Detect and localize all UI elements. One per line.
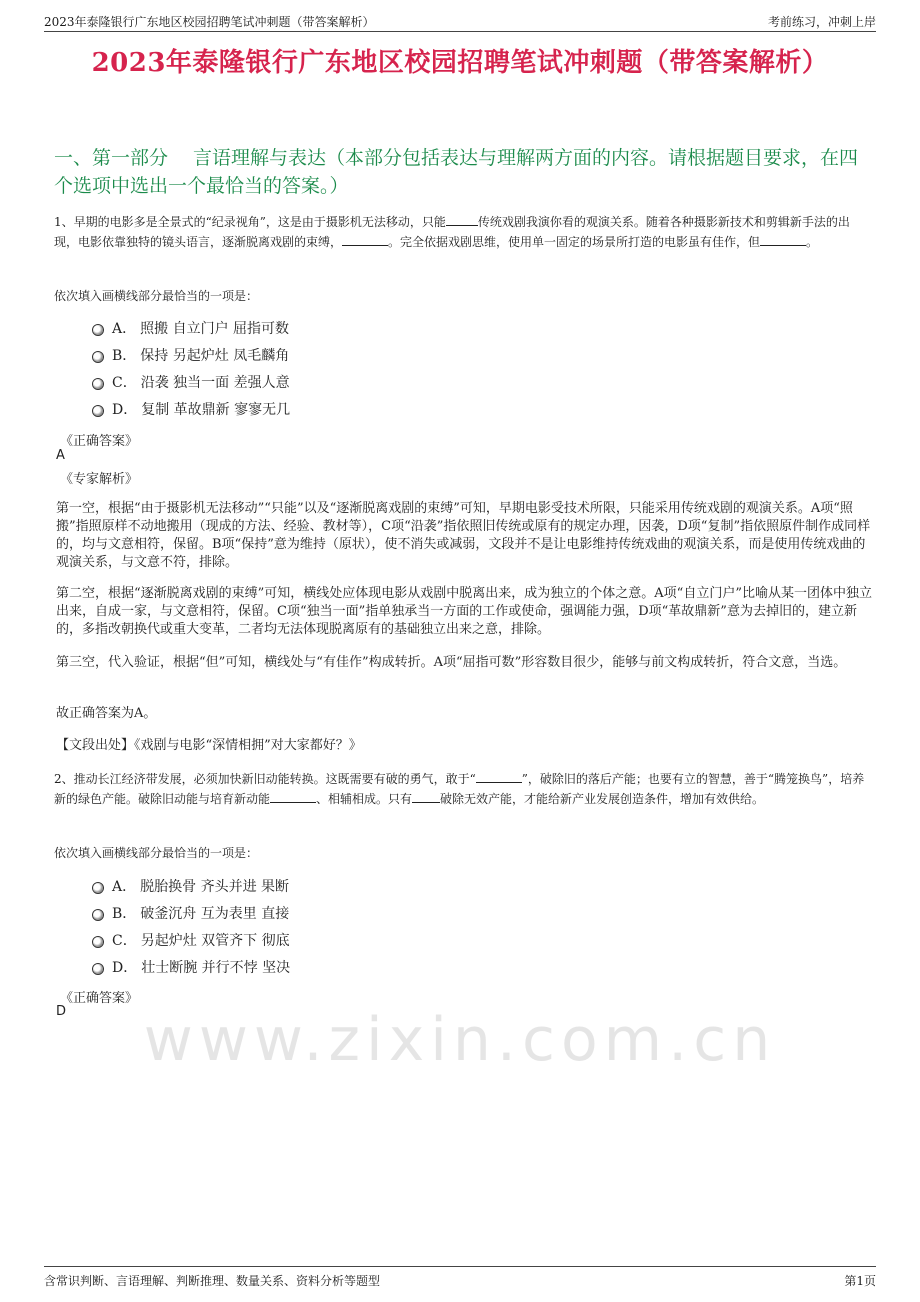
q2-option-b[interactable]: B． 破釜沉舟 互为表里 直接 xyxy=(92,899,290,926)
header-slogan: 考前练习，冲刺上岸 xyxy=(767,15,876,29)
q1-answer-value: A xyxy=(56,448,65,463)
radio-icon[interactable] xyxy=(92,909,104,921)
q1-source: 【文段出处】《戏剧与电影“深情相拥”对大家都好？》 xyxy=(56,738,362,753)
q2-text-part4: 破除无效产能，才能给新产业发展创造条件，增加有效供给。 xyxy=(440,792,765,806)
q2-option-d[interactable]: D． 壮士断腕 并行不悖 坚决 xyxy=(92,953,290,980)
q2-blank-3 xyxy=(412,790,440,803)
q1-analysis-paragraph-1: 第一空，根据“由于摄影机无法移动”“只能”以及“逐渐脱离戏剧的束缚”可知，早期电影受技术所限，只能采用传统戏剧的观演关系。A项“照搬”指照原样不动地搬用（现成的方法、经验、教材等），C项“沿袭”指依照旧传统或原有的规定办理，因袭，D项“复制”指依照原件制作成同样的，均与文意相符，保留。B项“保持”意为维持（原状），使不消失或减弱，文段并不是让电影维持传统戏曲的观演关系，而是使用传统戏曲的观演关系，与文意不符，排除。 xyxy=(56,501,871,570)
section-heading: 一、第一部分 言语理解与表达（本部分包括表达与理解两方面的内容。请根据题目要求，在四个选项中选出一个最恰当的答案。） xyxy=(54,147,859,197)
q1-text-part4: 。 xyxy=(806,235,819,249)
footer-question-types: 含常识判断、言语理解、判断推理、数量关系、资料分析等题型 xyxy=(44,1274,381,1288)
q2-text-part1: 2、推动长江经济带发展，必须加快新旧动能转换。这既需要有破的勇气，敢于“ xyxy=(54,772,476,786)
q2-text-part3: 、相辅相成。只有 xyxy=(316,792,413,806)
radio-icon[interactable] xyxy=(92,963,104,975)
question-1-options xyxy=(92,314,290,422)
page-number: 第1页 xyxy=(844,1274,876,1288)
running-footer xyxy=(44,1266,876,1292)
q1-option-b[interactable]: B． 保持 另起炉灶 凤毛麟角 xyxy=(92,341,290,368)
radio-icon[interactable] xyxy=(92,936,104,948)
header-rule xyxy=(44,31,876,32)
q1-blank-1 xyxy=(446,213,478,226)
footer-rule xyxy=(44,1266,876,1267)
running-header xyxy=(44,10,876,32)
question-2-stem xyxy=(54,769,872,809)
q1-blank-3 xyxy=(760,233,806,246)
radio-icon[interactable] xyxy=(92,882,104,894)
question-2-options xyxy=(92,872,290,980)
q2-text-part2: ”，破除旧的落后产能；也要有立的智慧，善于“腾笼换鸟”，培养新的绿色产能。破除旧动能与培育新动能 xyxy=(54,772,865,806)
header-doc-title: 2023年泰隆银行广东地区校园招聘笔试冲刺题（带答案解析） xyxy=(44,15,375,29)
q2-answer-value: D xyxy=(56,1004,67,1019)
q1-blank-2 xyxy=(342,233,388,246)
question-1-prompt: 依次填入画横线部分最恰当的一项是： xyxy=(54,289,259,303)
q1-option-c[interactable]: C． 沿袭 独当一面 差强人意 xyxy=(92,368,290,395)
q2-option-c[interactable]: C． 另起炉灶 双管齐下 彻底 xyxy=(92,926,290,953)
radio-icon[interactable] xyxy=(92,351,104,363)
radio-icon[interactable] xyxy=(92,405,104,417)
q1-analysis-paragraph-2: 第二空，根据“逐渐脱离戏剧的束缚”可知，横线处应体现电影从戏剧中脱离出来，成为独立的个体之意。A项“自立门户”比喻从某一团体中独立出来，自成一家，与文意相符，保留。C项“独当一面”指单独承当一方面的工作或使命，强调能力强，D项“革故鼎新”意为去掉旧的，建立新的，多指改朝换代或重大变革，二者均无法体现脱离原有的基础独立出来之意，排除。 xyxy=(56,586,872,637)
q1-analysis-paragraph-3: 第三空，代入验证，根据“但”可知，横线处与“有佳作”构成转折。A项“屈指可数”形容数目很少，能够与前文构成转折，符合文意，当选。 xyxy=(56,655,847,670)
question-1-stem xyxy=(54,212,872,252)
radio-icon[interactable] xyxy=(92,378,104,390)
q2-option-a[interactable]: A． 脱胎换骨 齐头并进 果断 xyxy=(92,872,290,899)
q1-text-part1: 1、早期的电影多是全景式的“纪录视角”，这是由于摄影机无法移动，只能 xyxy=(54,215,446,229)
radio-icon[interactable] xyxy=(92,324,104,336)
watermark: www.zixin.com.cn xyxy=(143,1005,777,1075)
q1-analysis-conclusion: 故正确答案为A。 xyxy=(56,706,157,721)
q1-text-part3: 。完全依据戏剧思维，使用单一固定的场景所打造的电影虽有佳作，但 xyxy=(388,235,761,249)
q1-text-part2: 传统戏剧我演你看的观演关系。随着各种摄影新技术和剪辑新手法的出现，电影依靠独特的镜头语言，逐渐脱离戏剧的束缚， xyxy=(54,215,850,249)
q1-option-d[interactable]: D． 复制 革故鼎新 寥寥无几 xyxy=(92,395,290,422)
q2-answer-label: 《正确答案》 xyxy=(60,991,139,1006)
q1-answer-label: 《正确答案》 xyxy=(60,434,139,449)
q1-option-a[interactable]: A． 照搬 自立门户 屈指可数 xyxy=(92,314,290,341)
question-2-prompt: 依次填入画横线部分最恰当的一项是： xyxy=(54,846,259,860)
q2-blank-1 xyxy=(476,770,522,783)
q2-blank-2 xyxy=(270,790,316,803)
q1-analysis-label: 《专家解析》 xyxy=(60,472,139,487)
document-title: 2023年泰隆银行广东地区校园招聘笔试冲刺题（带答案解析） xyxy=(91,48,829,78)
